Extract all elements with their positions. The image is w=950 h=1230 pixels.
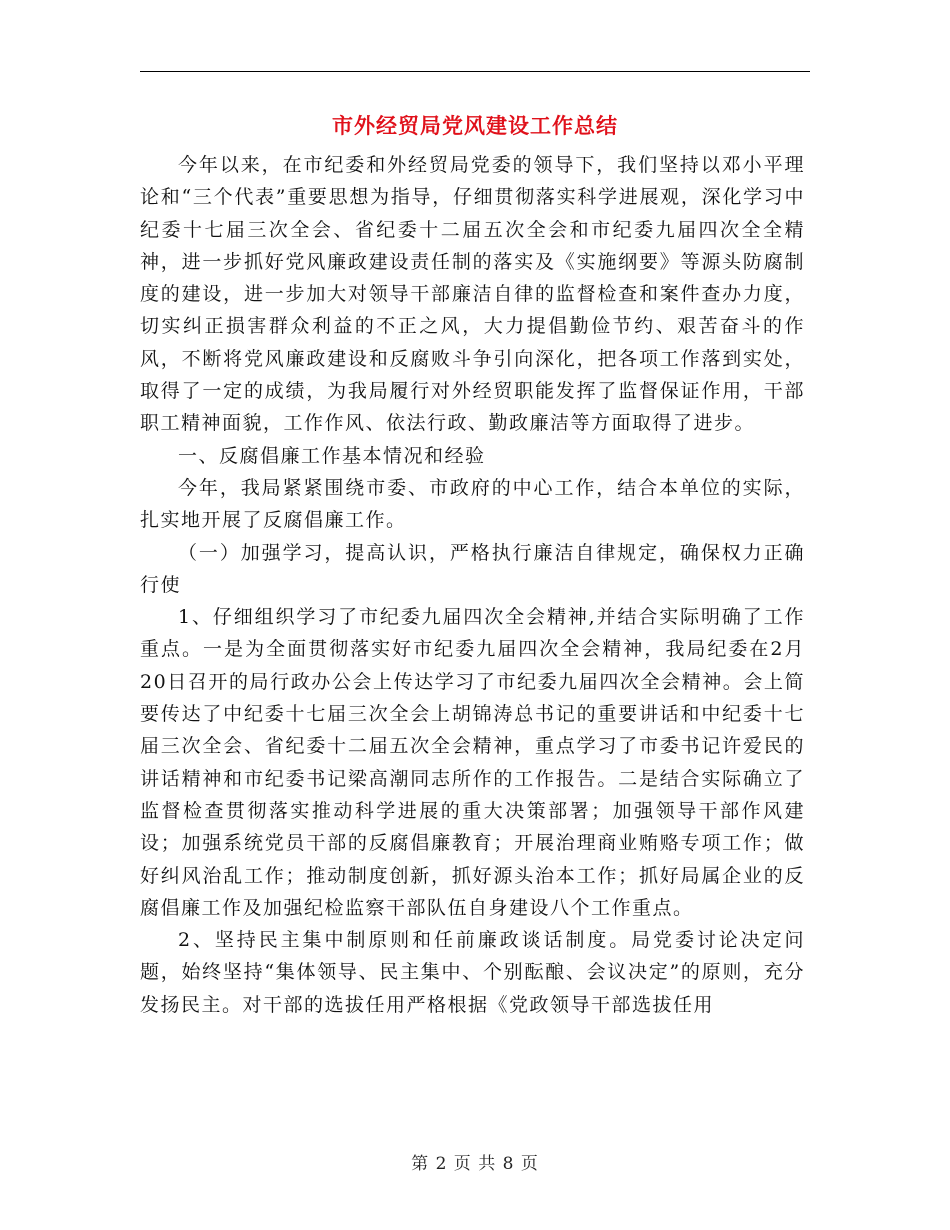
paragraph-intro: 今年以来，在市纪委和外经贸局党委的领导下，我们坚持以邓小平理论和“三个代表”重要思想为指导，仔细贯彻落实科学进展观，深化学习中纪委十七届三次全会、省纪委十二届五次全会和市纪委九届四次全全精神，进一步抓好党风廉政建设责任制的落实及《实施纲要》等源头防腐制度的建设，进一步加大对领导干部廉洁自律的监督检查和案件查办力度，切实纠正损害群众利益的不正之风，大力提倡勤俭节约、艰苦奋斗的作风，不断将党风廉政建设和反腐败斗争引向深化，把各项工作落到实处，取得了一定的成绩，为我局履行对外经贸职能发挥了监督保证作用，干部职工精神面貌，工作作风、依法行政、勤政廉洁等方面取得了进步。 <box>140 154 805 435</box>
paragraph-item-1: 1、仔细组织学习了市纪委九届四次全会精神,并结合实际明确了工作重点。一是为全面贯彻落实好市纪委九届四次全会精神，我局纪委在2月20日召开的局行政办公会上传达学习了市纪委九届四次全会精神。会上简要传达了中纪委十七届三次全会上胡锦涛总书记的重要讲话和中纪委十七届三次全会、省纪委十二届五次全会精神，重点学习了市委书记许爱民的讲话精神和市纪委书记梁高潮同志所作的工作报告。二是结合实际确立了监督检查贯彻落实推动科学进展的重大决策部署；加强领导干部作风建设；加强系统党员干部的反腐倡廉教育；开展治理商业贿赂专项工作；做好纠风治乱工作；推动制度创新，抓好源头治本工作；抓好局属企业的反腐倡廉工作及加强纪检监察干部队伍自身建设八个工作重点。 <box>140 606 805 919</box>
paragraph-item-2: 2、坚持民主集中制原则和任前廉政谈话制度。局党委讨论决定问题，始终坚持“集体领导、民主集中、个别酝酿、会议决定”的原则，充分发扬民主。对干部的选拔任用严格根据《党政领导干部选拔任用 <box>140 929 805 1016</box>
document-title: 市外经贸局党风建设工作总结 <box>332 113 618 138</box>
page-number: 第 2 页 共 8 页 <box>411 1154 539 1174</box>
paragraph-overview: 今年，我局紧紧围绕市委、市政府的中心工作，结合本单位的实际，扎实地开展了反腐倡廉工作。 <box>140 476 805 532</box>
subsection-heading-1: （一）加强学习，提高认识，严格执行廉洁自律规定，确保权力正确行使 <box>140 541 805 596</box>
header-rule <box>140 71 810 72</box>
section-heading-1: 一、反腐倡廉工作基本情况和经验 <box>178 444 486 467</box>
document-body <box>140 149 805 1021</box>
